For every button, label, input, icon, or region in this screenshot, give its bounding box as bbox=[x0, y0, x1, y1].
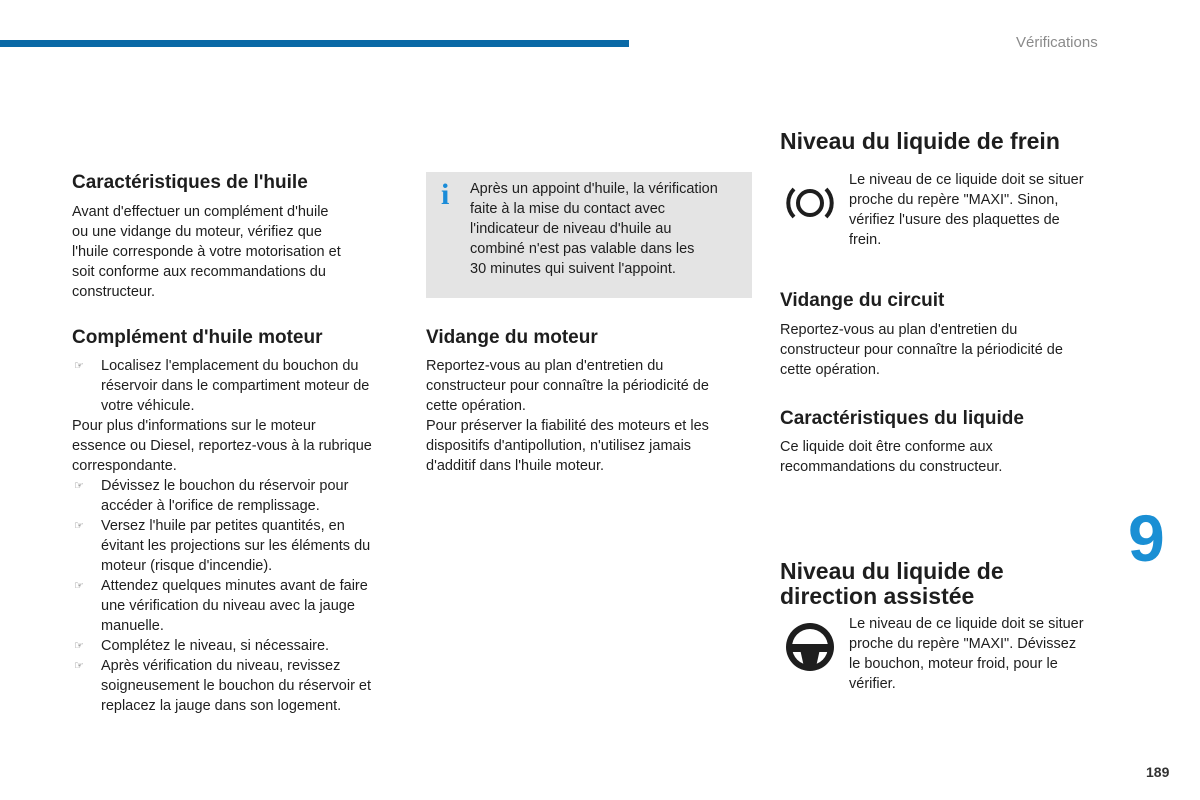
text-line: moteur (risque d'incendie). bbox=[101, 558, 273, 574]
pointing-hand-icon: ☞ bbox=[74, 580, 84, 592]
oil-topup-list bbox=[72, 356, 402, 716]
power-steering-text bbox=[849, 614, 1109, 694]
fluid-characteristics-section bbox=[780, 408, 1120, 477]
oil-topup-heading: Complément d'huile moteur bbox=[72, 327, 323, 348]
chapter-number: 9 bbox=[1128, 501, 1165, 575]
text-line: essence ou Diesel, reportez-vous à la rubrique bbox=[72, 438, 372, 454]
list-item bbox=[72, 356, 402, 416]
text-line: combiné n'est pas valable dans les bbox=[470, 241, 695, 257]
title-line: direction assistée bbox=[780, 583, 975, 609]
info-icon: i bbox=[441, 178, 450, 211]
list-item bbox=[72, 576, 402, 636]
pointing-hand-icon: ☞ bbox=[74, 660, 84, 672]
text-line: ou une vidange du moteur, vérifiez que bbox=[72, 224, 322, 240]
text-line: proche du repère "MAXI". Dévissez bbox=[849, 636, 1077, 652]
text-line: correspondante. bbox=[72, 458, 177, 474]
text-line: constructeur pour connaître la périodicité de bbox=[780, 342, 1063, 358]
text-line: soigneusement le bouchon du réservoir et bbox=[101, 678, 372, 694]
info-text bbox=[470, 179, 745, 279]
oil-characteristics-heading: Caractéristiques de l'huile bbox=[72, 172, 308, 193]
text-line: proche du repère "MAXI". Sinon, bbox=[849, 192, 1059, 208]
text-line: d'additif dans l'huile moteur. bbox=[426, 458, 605, 474]
text-line: faite à la mise du contact avec bbox=[470, 201, 666, 217]
engine-oil-change-text bbox=[426, 356, 756, 476]
text-line: frein. bbox=[849, 232, 882, 248]
text-line: le bouchon, moteur froid, pour le bbox=[849, 656, 1058, 672]
text-line: Localisez l'emplacement du bouchon du bbox=[101, 358, 359, 374]
text-line: vérifiez l'usure des plaquettes de bbox=[849, 212, 1060, 228]
fluid-characteristics-text bbox=[780, 437, 1120, 477]
oil-topup-section bbox=[72, 327, 402, 716]
page-number: 189 bbox=[1146, 764, 1170, 780]
text-line: Versez l'huile par petites quantités, en bbox=[101, 518, 345, 534]
text-line: Complétez le niveau, si nécessaire. bbox=[101, 638, 330, 654]
text-line: soit conforme aux recommandations du bbox=[72, 264, 326, 280]
text-line: Le niveau de ce liquide doit se situer bbox=[849, 616, 1084, 632]
steering-wheel-icon bbox=[782, 619, 838, 675]
text-line: constructeur. bbox=[72, 284, 156, 300]
list-item bbox=[72, 636, 402, 656]
brake-fluid-text bbox=[849, 170, 1109, 250]
text-line: Après un appoint d'huile, la vérification bbox=[470, 181, 718, 197]
text-line: Le niveau de ce liquide doit se situer bbox=[849, 172, 1084, 188]
engine-oil-change-section bbox=[426, 327, 756, 476]
text-line: cette opération. bbox=[426, 398, 526, 414]
text-line: constructeur pour connaître la périodicité de bbox=[426, 378, 709, 394]
text-line: Reportez-vous au plan d'entretien du bbox=[780, 322, 1018, 338]
text-line: Après vérification du niveau, revissez bbox=[101, 658, 341, 674]
pointing-hand-icon: ☞ bbox=[74, 520, 84, 532]
text-line: vérifier. bbox=[849, 676, 896, 692]
text-line: dispositifs d'antipollution, n'utilisez jamais bbox=[426, 438, 692, 454]
text-line: Attendez quelques minutes avant de faire bbox=[101, 578, 368, 594]
text-line: 30 minutes qui suivent l'appoint. bbox=[470, 261, 676, 277]
brake-warning-icon bbox=[782, 175, 838, 231]
oil-characteristics-section bbox=[72, 172, 402, 302]
text-line: cette opération. bbox=[780, 362, 880, 378]
text-line: Pour plus d'informations sur le moteur bbox=[72, 418, 316, 434]
pointing-hand-icon: ☞ bbox=[74, 640, 84, 652]
text-line: votre véhicule. bbox=[101, 398, 195, 414]
text-line: manuelle. bbox=[101, 618, 164, 634]
text-line: Ce liquide doit être conforme aux bbox=[780, 439, 993, 455]
text-line: replacez la jauge dans son logement. bbox=[101, 698, 342, 714]
section-title: Vérifications bbox=[1016, 34, 1098, 51]
list-note bbox=[72, 416, 402, 476]
text-line: Avant d'effectuer un complément d'huile bbox=[72, 204, 329, 220]
header-accent-bar bbox=[0, 40, 629, 47]
text-line: l'huile corresponde à votre motorisation et bbox=[72, 244, 341, 260]
circuit-drain-heading: Vidange du circuit bbox=[780, 290, 945, 311]
list-item bbox=[72, 656, 402, 716]
brake-fluid-title: Niveau du liquide de frein bbox=[780, 128, 1060, 154]
circuit-drain-text bbox=[780, 320, 1120, 380]
info-box bbox=[426, 172, 752, 298]
text-line: une vérification du niveau avec la jauge bbox=[101, 598, 355, 614]
text-line: Reportez-vous au plan d'entretien du bbox=[426, 358, 664, 374]
text-line: accéder à l'orifice de remplissage. bbox=[101, 498, 320, 514]
text-line: Pour préserver la fiabilité des moteurs et les bbox=[426, 418, 709, 434]
circuit-drain-section bbox=[780, 290, 1120, 380]
fluid-characteristics-heading: Caractéristiques du liquide bbox=[780, 408, 1024, 429]
pointing-hand-icon: ☞ bbox=[74, 480, 84, 492]
engine-oil-change-heading: Vidange du moteur bbox=[426, 327, 598, 348]
list-item bbox=[72, 516, 402, 576]
text-line: recommandations du constructeur. bbox=[780, 459, 1003, 475]
text-line: Dévissez le bouchon du réservoir pour bbox=[101, 478, 349, 494]
power-steering-title bbox=[780, 559, 1004, 609]
text-line: réservoir dans le compartiment moteur de bbox=[101, 378, 370, 394]
pointing-hand-icon: ☞ bbox=[74, 360, 84, 372]
title-line: Niveau du liquide de bbox=[780, 558, 1004, 584]
text-line: l'indicateur de niveau d'huile au bbox=[470, 221, 672, 237]
oil-characteristics-text bbox=[72, 202, 402, 302]
list-item bbox=[72, 476, 402, 516]
text-line: évitant les projections sur les éléments du bbox=[101, 538, 371, 554]
